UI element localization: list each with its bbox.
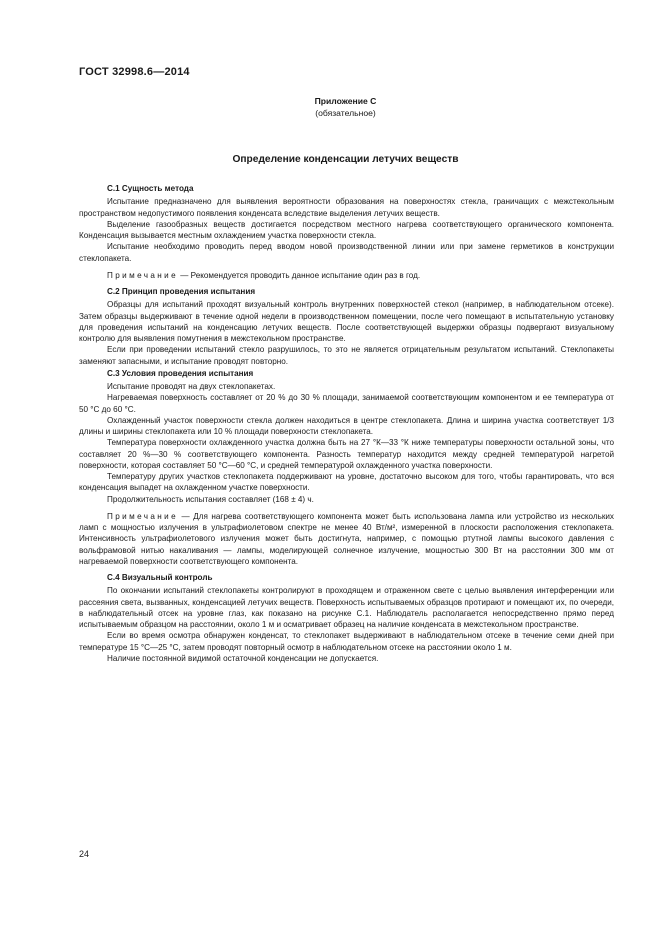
page-number: 24 <box>79 849 90 859</box>
document-title: Определение конденсации летучих веществ <box>232 154 459 165</box>
paragraph: Наличие постоянной видимой остаточной конденсации не допускается. <box>107 653 379 663</box>
paragraph: Испытание необходимо проводить перед вводом новой производственной линии или при замене герметиков в конструкции стеклопакета. <box>79 242 614 263</box>
note <box>79 270 614 281</box>
paragraph: Продолжительность испытания составляет (168 ± 4) ч. <box>107 494 314 504</box>
paragraph: Охлажденный участок поверхности стекла должен находиться в центре стеклопакета. Длина и ширина участка соответствует 1/3 длины и ширины стеклопакета или 10 % площади поверхности стеклопакета. <box>79 415 614 436</box>
section-heading-c4: С.4 Визуальный контроль <box>107 573 213 582</box>
section-heading-c3: С.3 Условия проведения испытания <box>107 368 254 378</box>
appendix-status: (обязательное) <box>315 108 376 118</box>
paragraph: Испытание предназначено для выявления вероятности образования на поверхностях стекла, граничащих с межстекольным пространством недопустимого появления конденсата вследствие выделения летучих веществ. <box>79 197 614 218</box>
paragraph: Если во время осмотра обнаружен конденсат, то стеклопакет выдерживают в наблюдательном отсеке в течение семи дней при температуре 15 °С—25 °С, затем проводят повторный осмотр в наблюдательном отсеке на расстоянии около 1 м. <box>79 631 614 652</box>
paragraph: По окончании испытаний стеклопакеты контролируют в проходящем и отраженном свете с целью выявления интерференции или рассеяния света, вызванных, конденсацией летучих веществ. Поверхность испытываемых образцов протирают и помещают их, по очереди, в наблюдательный отсек на уровне глаз, как показано на рисунке С.1. Наблюдатель располагается непосредственно прямо перед испытываемым образцом на расстоянии, около 1 м и осматривает образец на наличие конденсата в межстекольном пространстве. <box>79 586 614 629</box>
standard-header: ГОСТ 32998.6—2014 <box>79 66 190 78</box>
note <box>79 511 614 567</box>
note-label: Примечание <box>107 270 179 280</box>
section-heading-c1: С.1 Сущность метода <box>107 184 194 193</box>
note-text: — Рекомендуется проводить данное испытание один раз в год. <box>178 270 421 280</box>
paragraph: Выделение газообразных веществ достигается посредством местного нагрева соответствующего органического компонента. Конденсация вызывается местным охлаждением участка поверхности стекла. <box>79 219 614 240</box>
note-label: Примечание <box>107 511 179 521</box>
paragraph: Нагреваемая поверхность составляет от 20 % до 30 % площади, занимаемой соответствующим компонентом и ее температура от 50 °С до 60 °С. <box>79 393 614 414</box>
section-heading-c2: С.2 Принцип проведения испытания <box>107 287 256 296</box>
paragraph: Температура поверхности охлажденного участка должна быть на 27 °К—33 °К ниже температуры поверхности остальной зоны, что составляет 20 %—30 % соответствующего компонента. Разность температур находится между средней температурой нагретой поверхности, которая составляет 50 °С—60 °С, и средней температурой охлажденного участка поверхности. <box>79 438 614 470</box>
paragraph: Если при проведении испытаний стекло разрушилось, то это не является отрицательным результатом испытаний. Стеклопакеты заменяют запасными, и испытание проводят повторно. <box>79 345 614 366</box>
paragraph: Образцы для испытаний проходят визуальный контроль внутренних поверхностей стекол (например, в наблюдательном отсеке). Затем образцы выдерживают в течение одной недели в производственном помещении, после чего помещают в испытательную установку для проведения испытаний на конденсацию летучих веществ. После соответствующей выдержки образцы подвергают визуальному контролю для выявления помутнения в межстекольном пространстве. <box>79 300 614 343</box>
paragraph: Испытание проводят на двух стеклопакетах. <box>107 382 276 391</box>
paragraph: Температуру других участков стеклопакета поддерживают на уровне, достаточно высоком для того, чтобы гарантировать, что вся конденсация выпадет на охлажденном участке поверхности. <box>79 472 614 493</box>
note-text: — Для нагрева соответствующего компонента может быть использована лампа или устройство из нескольких ламп с мощностью излучения в ультрафиолетовом спектре не менее 40 Вт/м², измеренной в плоскости расположения стеклопакета. Интенсивность ультрафиолетового излучения может быть достигнута, например, с помощью ртутной лампы высокого давления с вольфрамовой нитью накаливания — лампы, моделирующей солнечное излучение, мощностью 300 Вт на расстоянии 300 мм от нагреваемой поверхности соответствующего компонента. <box>79 511 614 566</box>
appendix-label: Приложение С <box>314 96 377 106</box>
document-body <box>79 182 614 664</box>
